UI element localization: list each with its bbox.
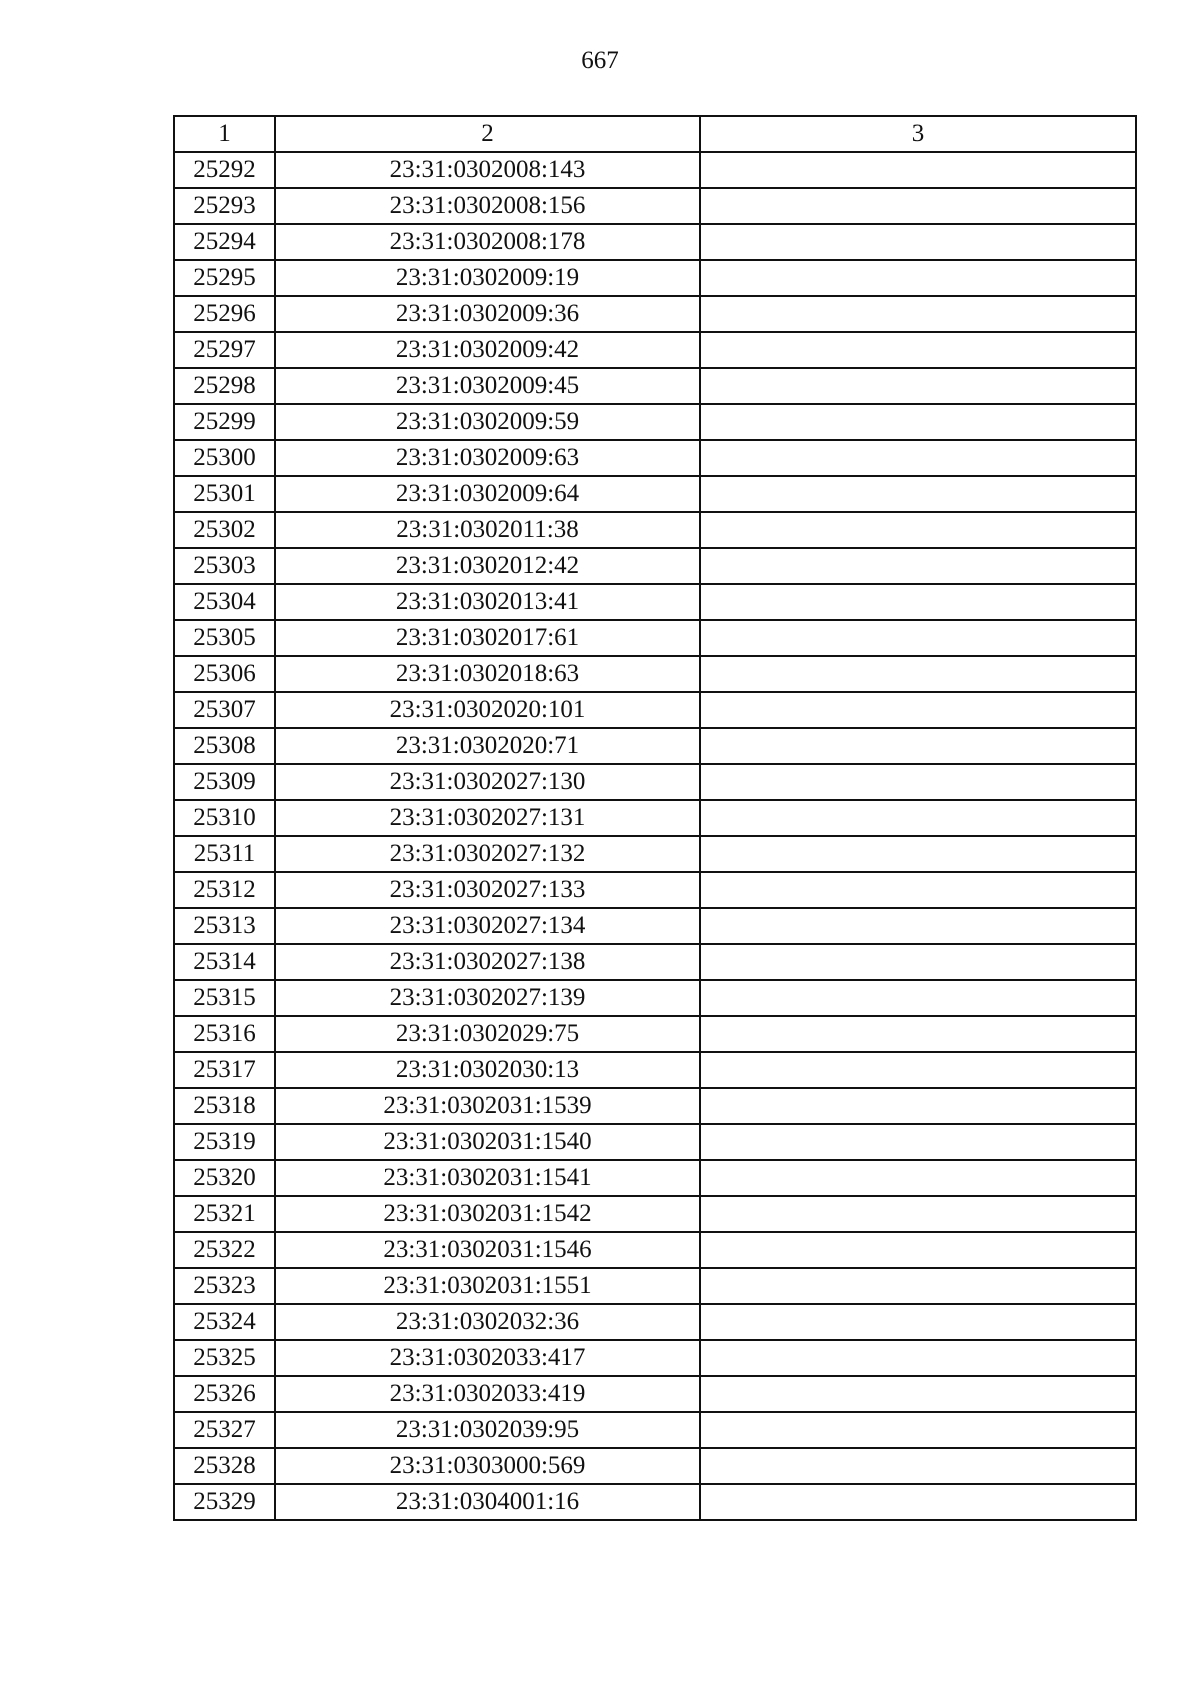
cadastral-number-cell: 23:31:0302033:417 (275, 1340, 700, 1376)
table-row (174, 836, 1136, 872)
cadastral-number-cell: 23:31:0302012:42 (275, 548, 700, 584)
table-row (174, 512, 1136, 548)
cadastral-number-cell: 23:31:0302008:156 (275, 188, 700, 224)
table-row (174, 872, 1136, 908)
notes-cell (700, 584, 1136, 620)
cadastral-number-cell: 23:31:0302031:1551 (275, 1268, 700, 1304)
table-row (174, 692, 1136, 728)
table-row (174, 1268, 1136, 1304)
table-row (174, 1232, 1136, 1268)
table-row (174, 1484, 1136, 1520)
notes-cell (700, 548, 1136, 584)
cadastral-number-cell: 23:31:0302009:63 (275, 440, 700, 476)
table-header-row (174, 116, 1136, 152)
cadastral-number-cell: 23:31:0302008:178 (275, 224, 700, 260)
cadastral-number-cell: 23:31:0302027:133 (275, 872, 700, 908)
cadastral-number-cell: 23:31:0302030:13 (275, 1052, 700, 1088)
cadastral-number-cell: 23:31:0302009:64 (275, 476, 700, 512)
cadastral-number-cell: 23:31:0302018:63 (275, 656, 700, 692)
row-number-cell: 25308 (174, 728, 275, 764)
notes-cell (700, 1232, 1136, 1268)
table-row (174, 368, 1136, 404)
cadastral-number-cell: 23:31:0302027:130 (275, 764, 700, 800)
notes-cell (700, 260, 1136, 296)
cadastral-number-cell: 23:31:0302027:138 (275, 944, 700, 980)
table-row (174, 188, 1136, 224)
cadastral-number-cell: 23:31:0302009:59 (275, 404, 700, 440)
notes-cell (700, 1160, 1136, 1196)
row-number-cell: 25305 (174, 620, 275, 656)
row-number-cell: 25304 (174, 584, 275, 620)
row-number-cell: 25294 (174, 224, 275, 260)
table-row (174, 1124, 1136, 1160)
table-row (174, 440, 1136, 476)
notes-cell (700, 224, 1136, 260)
notes-cell (700, 1340, 1136, 1376)
notes-cell (700, 476, 1136, 512)
table-row (174, 260, 1136, 296)
notes-cell (700, 1448, 1136, 1484)
row-number-cell: 25318 (174, 1088, 275, 1124)
row-number-cell: 25327 (174, 1412, 275, 1448)
cadastral-number-cell: 23:31:0302033:419 (275, 1376, 700, 1412)
notes-cell (700, 620, 1136, 656)
table-row (174, 152, 1136, 188)
row-number-cell: 25317 (174, 1052, 275, 1088)
table-row (174, 1340, 1136, 1376)
row-number-cell: 25328 (174, 1448, 275, 1484)
notes-cell (700, 152, 1136, 188)
row-number-cell: 25298 (174, 368, 275, 404)
notes-cell (700, 188, 1136, 224)
table-row (174, 980, 1136, 1016)
row-number-cell: 25299 (174, 404, 275, 440)
table-row (174, 1196, 1136, 1232)
notes-cell (700, 692, 1136, 728)
row-number-cell: 25325 (174, 1340, 275, 1376)
cadastral-number-table (173, 115, 1137, 1521)
notes-cell (700, 908, 1136, 944)
row-number-cell: 25302 (174, 512, 275, 548)
table-row (174, 1160, 1136, 1196)
cadastral-number-cell: 23:31:0302009:42 (275, 332, 700, 368)
row-number-cell: 25320 (174, 1160, 275, 1196)
table-row (174, 296, 1136, 332)
row-number-cell: 25316 (174, 1016, 275, 1052)
notes-cell (700, 872, 1136, 908)
table-row (174, 1052, 1136, 1088)
cadastral-number-cell: 23:31:0302031:1546 (275, 1232, 700, 1268)
cadastral-number-cell: 23:31:0302039:95 (275, 1412, 700, 1448)
row-number-cell: 25313 (174, 908, 275, 944)
row-number-cell: 25322 (174, 1232, 275, 1268)
notes-cell (700, 980, 1136, 1016)
cadastral-number-cell: 23:31:0302009:19 (275, 260, 700, 296)
cadastral-number-cell: 23:31:0302020:101 (275, 692, 700, 728)
table-row (174, 1376, 1136, 1412)
row-number-cell: 25329 (174, 1484, 275, 1520)
table-row (174, 224, 1136, 260)
table-row (174, 728, 1136, 764)
cadastral-number-cell: 23:31:0302027:131 (275, 800, 700, 836)
row-number-cell: 25296 (174, 296, 275, 332)
cadastral-number-cell: 23:31:0302031:1542 (275, 1196, 700, 1232)
row-number-cell: 25321 (174, 1196, 275, 1232)
notes-cell (700, 1016, 1136, 1052)
cadastral-number-cell: 23:31:0302008:143 (275, 152, 700, 188)
cadastral-number-cell: 23:31:0302031:1541 (275, 1160, 700, 1196)
row-number-cell: 25326 (174, 1376, 275, 1412)
column-header-1: 1 (174, 116, 275, 152)
cadastral-number-cell: 23:31:0302020:71 (275, 728, 700, 764)
cadastral-number-cell: 23:31:0302009:36 (275, 296, 700, 332)
row-number-cell: 25303 (174, 548, 275, 584)
row-number-cell: 25300 (174, 440, 275, 476)
notes-cell (700, 1124, 1136, 1160)
notes-cell (700, 368, 1136, 404)
notes-cell (700, 1304, 1136, 1340)
table-row (174, 404, 1136, 440)
table-row (174, 620, 1136, 656)
table-row (174, 548, 1136, 584)
notes-cell (700, 1484, 1136, 1520)
row-number-cell: 25323 (174, 1268, 275, 1304)
row-number-cell: 25312 (174, 872, 275, 908)
notes-cell (700, 728, 1136, 764)
row-number-cell: 25306 (174, 656, 275, 692)
table-row (174, 944, 1136, 980)
row-number-cell: 25293 (174, 188, 275, 224)
notes-cell (700, 1376, 1136, 1412)
column-header-3: 3 (700, 116, 1136, 152)
cadastral-number-cell: 23:31:0302031:1540 (275, 1124, 700, 1160)
row-number-cell: 25310 (174, 800, 275, 836)
notes-cell (700, 512, 1136, 548)
notes-cell (700, 296, 1136, 332)
row-number-cell: 25292 (174, 152, 275, 188)
row-number-cell: 25319 (174, 1124, 275, 1160)
notes-cell (700, 944, 1136, 980)
row-number-cell: 25314 (174, 944, 275, 980)
table-row (174, 476, 1136, 512)
cadastral-number-cell: 23:31:0302027:134 (275, 908, 700, 944)
notes-cell (700, 440, 1136, 476)
row-number-cell: 25315 (174, 980, 275, 1016)
notes-cell (700, 404, 1136, 440)
table-row (174, 908, 1136, 944)
table-row (174, 1088, 1136, 1124)
cadastral-number-cell: 23:31:0302032:36 (275, 1304, 700, 1340)
notes-cell (700, 800, 1136, 836)
cadastral-number-cell: 23:31:0303000:569 (275, 1448, 700, 1484)
row-number-cell: 25301 (174, 476, 275, 512)
row-number-cell: 25311 (174, 836, 275, 872)
cadastral-number-cell: 23:31:0302027:132 (275, 836, 700, 872)
table-row (174, 584, 1136, 620)
page-number: 667 (581, 47, 619, 74)
row-number-cell: 25295 (174, 260, 275, 296)
cadastral-number-cell: 23:31:0302013:41 (275, 584, 700, 620)
row-number-cell: 25307 (174, 692, 275, 728)
notes-cell (700, 1412, 1136, 1448)
table-row (174, 656, 1136, 692)
notes-cell (700, 1052, 1136, 1088)
row-number-cell: 25297 (174, 332, 275, 368)
notes-cell (700, 836, 1136, 872)
table-row (174, 764, 1136, 800)
table-body (174, 116, 1136, 1520)
notes-cell (700, 1196, 1136, 1232)
notes-cell (700, 764, 1136, 800)
table-row (174, 800, 1136, 836)
column-header-2: 2 (275, 116, 700, 152)
table-row (174, 1448, 1136, 1484)
notes-cell (700, 332, 1136, 368)
cadastral-number-cell: 23:31:0302031:1539 (275, 1088, 700, 1124)
cadastral-number-cell: 23:31:0302009:45 (275, 368, 700, 404)
cadastral-number-cell: 23:31:0302027:139 (275, 980, 700, 1016)
table-row (174, 1016, 1136, 1052)
notes-cell (700, 1268, 1136, 1304)
table-row (174, 1304, 1136, 1340)
table-row (174, 332, 1136, 368)
notes-cell (700, 1088, 1136, 1124)
cadastral-number-cell: 23:31:0302017:61 (275, 620, 700, 656)
cadastral-number-cell: 23:31:0304001:16 (275, 1484, 700, 1520)
table-row (174, 1412, 1136, 1448)
cadastral-number-cell: 23:31:0302029:75 (275, 1016, 700, 1052)
row-number-cell: 25309 (174, 764, 275, 800)
row-number-cell: 25324 (174, 1304, 275, 1340)
cadastral-number-cell: 23:31:0302011:38 (275, 512, 700, 548)
notes-cell (700, 656, 1136, 692)
